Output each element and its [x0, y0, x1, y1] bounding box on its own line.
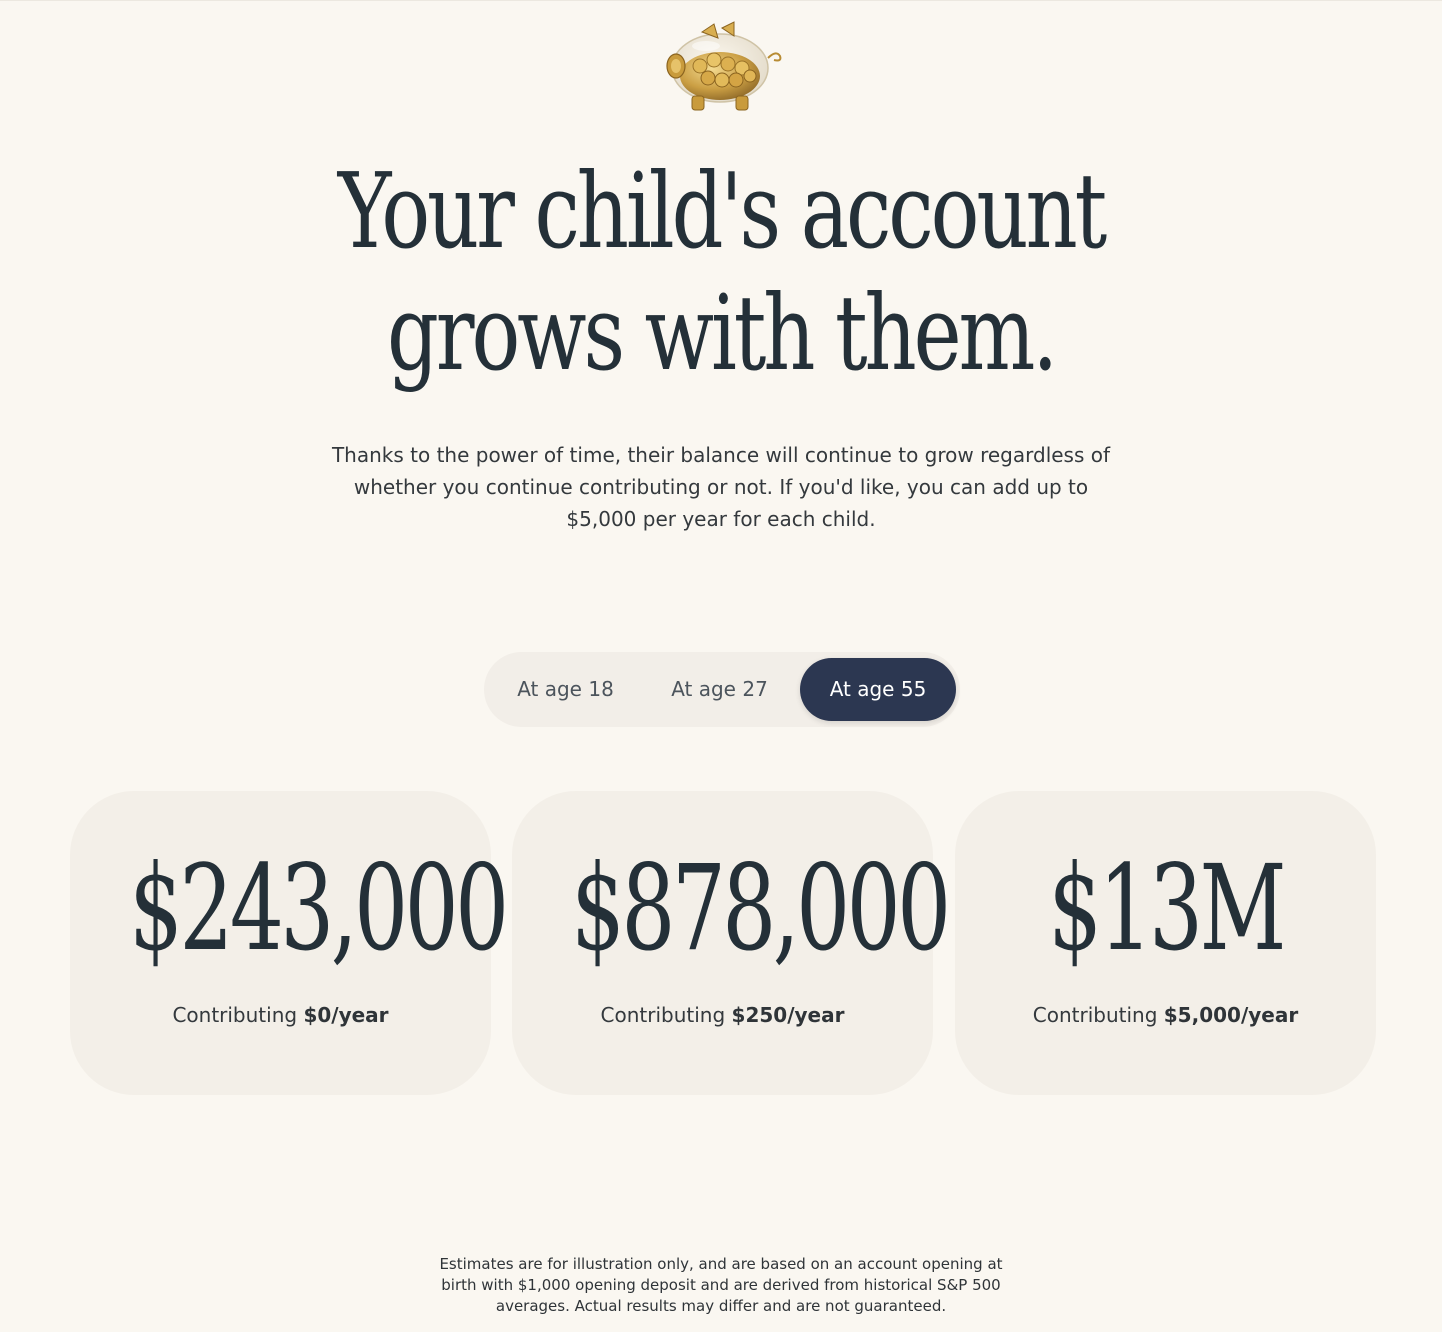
contribution-label: [70, 1000, 491, 1030]
piggy-bank-icon: [664, 18, 786, 114]
projection-card: [70, 791, 506, 1095]
contribution-amount: $250/year: [731, 1003, 845, 1027]
projected-balance: $243,000: [128, 839, 506, 977]
contribution-label: [955, 1000, 1376, 1030]
top-divider: [0, 0, 1442, 1]
contribution-prefix: Contributing: [1032, 1003, 1158, 1027]
projected-balance: $13M: [1048, 839, 1283, 977]
projection-card: [512, 791, 948, 1095]
page-title: [331, 150, 1111, 394]
age-option-18[interactable]: At age 18: [517, 677, 614, 701]
contribution-prefix: Contributing: [600, 1003, 726, 1027]
age-toggle: [484, 652, 960, 727]
age-option-27[interactable]: At age 27: [671, 677, 768, 701]
contribution-amount: $5,000/year: [1163, 1003, 1299, 1027]
page-title-line-1: Your child's account: [337, 150, 1105, 272]
disclaimer: Estimates are for illustration only, and are based on an account opening at birth with $1,000 opening deposit and are derived from historical S&P 500 averages. Actual results may differ and are not guaranteed.: [439, 1255, 1003, 1315]
contribution-prefix: Contributing: [172, 1003, 298, 1027]
age-option-55[interactable]: At age 55: [800, 658, 956, 721]
page-title-line-2: grows with them.: [386, 272, 1056, 394]
projected-balance: $878,000: [570, 839, 948, 977]
projection-card: [955, 791, 1376, 1095]
contribution-label: [512, 1000, 933, 1030]
contribution-amount: $0/year: [303, 1003, 389, 1027]
intro-paragraph: Thanks to the power of time, their balance will continue to grow regardless of whether you continue contributing or not. If you'd like, you can add up to $5,000 per year for each child.: [331, 443, 1111, 531]
